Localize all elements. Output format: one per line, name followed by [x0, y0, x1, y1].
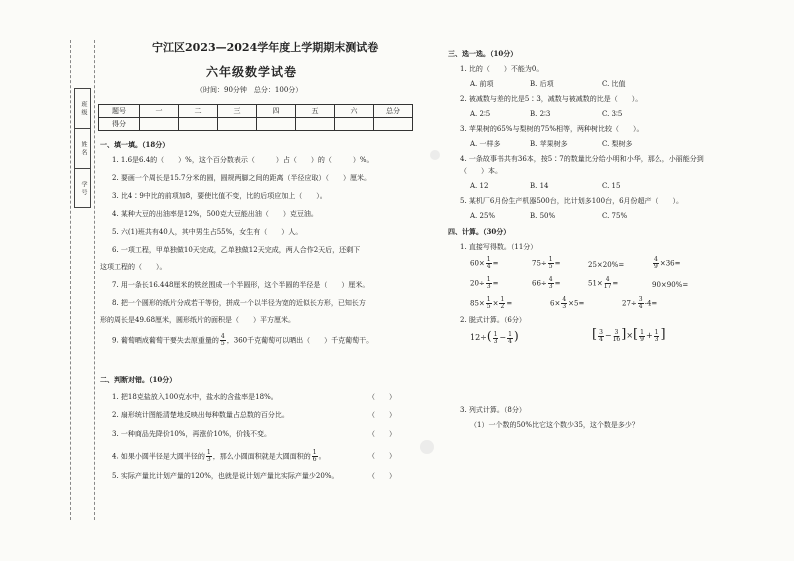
score-table: [98, 104, 413, 131]
section2-q2: 2. 扇形统计图能清楚地反映出每种数量占总数的百分比。: [112, 411, 289, 419]
score-table-header-row: [99, 105, 413, 118]
binding-class-cell: 班级: [75, 89, 90, 129]
binding-id-cell: 学号: [79, 181, 87, 197]
section3-q1: 1. 比的（ ）不能为0。: [460, 65, 544, 73]
section2-q3: 3. 一种商品先降价10%，再涨价10%，价钱不变。: [112, 430, 272, 438]
section3-q4-line1: 4. 一条故事书共有36本，按5∶7的数量比分给小明和小华，那么，小丽能分到: [460, 155, 704, 163]
section3-q3-opt-c[interactable]: C. 梨树多: [602, 140, 633, 148]
section1-q9: 9. 葡萄晒成葡萄干要失去原重量的 $\frac{4}{5}$ ，360千克葡萄可以晒出（ ）千克葡萄干。: [112, 333, 374, 347]
section3-heading: 三、选一选。（10分）: [448, 49, 518, 58]
fraction: $\frac{3}{4}$: [638, 296, 643, 310]
fraction: $\frac{1}{4}$: [508, 330, 512, 345]
fraction: $\frac{1}{3}$: [654, 328, 659, 343]
section4-part3-heading: 3. 列式计算。（8分）: [460, 406, 526, 414]
fraction: $\frac{1}{2}$: [500, 296, 505, 310]
section1-q6-line2: 这项工程的（ ）。: [100, 263, 167, 271]
section3-q3: 3. 苹果树的65%与梨树的75%相等，两种树比较（ ）。: [460, 125, 644, 133]
answer-paren[interactable]: （ ）: [368, 430, 396, 438]
section4-part3-q1: （1）一个数的50%比它这个数少35，这个数是多少？: [470, 421, 639, 429]
section3-q5-opt-a[interactable]: A. 25%: [470, 212, 496, 220]
binding-cut-line: [70, 40, 71, 520]
expression-2: [ $\frac{3}{4}$ − $\frac{3}{16}$ ]×[ $\frac{1}{9}$ + $\frac{1}{3}$ ]: [592, 327, 666, 343]
binding-name-cell: 姓名: [75, 129, 90, 169]
section4-heading: 四、计算。（30分）: [448, 227, 511, 236]
score-input-cell[interactable]: [335, 118, 374, 131]
score-table-cell: 二: [179, 105, 218, 118]
score-table-cell: 总分: [374, 105, 413, 118]
section3-q1-opt-a[interactable]: A. 前项: [470, 80, 494, 88]
answer-paren[interactable]: （ ）: [368, 393, 396, 401]
answer-paren[interactable]: （ ）: [368, 472, 396, 480]
fraction: $\frac{4}{17}$: [603, 276, 612, 290]
section1-q8-line2: 形的周长是49.68厘米，圆形纸片的面积是（ ）平方厘米。: [100, 316, 296, 324]
score-table-cell: 三: [218, 105, 257, 118]
section2-q5: 5. 实际产量比计划产量的120%，也就是说计划产量比实际产量少20%。: [112, 472, 339, 480]
section3-q4-opt-a[interactable]: A. 12: [470, 182, 489, 190]
section4-part1-heading: 1. 直接写得数。（11分）: [460, 243, 538, 251]
fraction: $\frac{1}{5}$: [548, 256, 553, 270]
score-table-cell: 题号: [99, 105, 140, 118]
section3-q5-opt-b[interactable]: B. 50%: [530, 212, 556, 220]
expression-1: 12÷( $\frac{1}{3}$ − $\frac{1}{4}$ ): [470, 329, 519, 345]
fraction: $\frac{1}{3}$: [493, 330, 498, 345]
fraction: $\frac{3}{4}$: [599, 328, 603, 343]
section1-q7: 7. 用一条长16.448厘米的铁丝围成一个半圆形，这个半圆的半径是（ ）厘米。: [112, 281, 370, 289]
fraction: $\frac{1}{4}$: [486, 256, 491, 270]
section2-q4: 4. 如果小圆半径是大圆半径的 $\frac{1}{3}$ ，那么小圆面积就是大圆面积的 $\frac{1}{6}$ 。: [112, 449, 326, 463]
calc-item: 6× $\frac{4}{3}$ ×5=: [550, 296, 585, 310]
section3-q1-opt-b[interactable]: B. 后项: [530, 80, 554, 88]
calc-item: 75÷ $\frac{1}{5}$ =: [532, 256, 561, 270]
section3-q1-opt-c[interactable]: C. 比值: [602, 80, 626, 88]
score-table-cell: 四: [257, 105, 296, 118]
section3-q5: 5. 某机厂6月份生产机器500台，比计划多100台，6月份超产（ ）。: [460, 197, 684, 205]
section3-q4-opt-c[interactable]: C. 15: [602, 182, 621, 190]
section1-q8-line1: 8. 把一个圆形的纸片分成若干等份，拼成一个以半径为宽的近似长方形，已知长方: [112, 299, 366, 307]
score-table-cell: 得分: [99, 118, 140, 131]
fraction: $\frac{1}{9}$: [640, 328, 644, 343]
calc-item: 51× $\frac{4}{17}$ =: [588, 276, 619, 290]
calc-item: 66÷ $\frac{4}{3}$ =: [532, 276, 561, 290]
section2-q1: 1. 把18克盐放入100克水中，盐水的含盐率是18%。: [112, 393, 278, 401]
binding-seal-line: [94, 40, 95, 520]
score-input-cell[interactable]: [374, 118, 413, 131]
calc-item: 25×20%=: [588, 261, 625, 269]
answer-paren[interactable]: （ ）: [368, 411, 396, 419]
score-input-cell[interactable]: [257, 118, 296, 131]
scan-blot: [420, 440, 434, 454]
fraction: $\frac{1}{5}$: [486, 296, 491, 310]
answer-paren[interactable]: （ ）: [368, 452, 396, 460]
section3-q5-opt-c[interactable]: C. 75%: [602, 212, 628, 220]
score-input-cell[interactable]: [179, 118, 218, 131]
section3-q4-line2: （ ）本。: [460, 167, 502, 175]
score-input-cell[interactable]: [296, 118, 335, 131]
section3-q2-opt-c[interactable]: C. 3∶5: [602, 110, 623, 118]
calc-item: 90×90%=: [652, 281, 689, 289]
section1-q1: 1. 1.6是6.4的（ ）%，这个百分数表示（ ）占（ ）的（ ）%。: [112, 156, 374, 164]
score-table-cell: 五: [296, 105, 335, 118]
section1-q4: 4. 某种大豆的出油率是12%，500克大豆能出油（ ）克豆油。: [112, 210, 318, 218]
calc-item: 27÷ $\frac{3}{4}$ -4=: [622, 296, 658, 310]
fraction: $\frac{3}{16}$: [612, 328, 621, 343]
section3-q2-opt-b[interactable]: B. 2∶3: [530, 110, 551, 118]
calc-item: $\frac{4}{9}$ ×36=: [654, 256, 681, 270]
section1-q3: 3. 比4∶9中比的前项加8，要使比值不变，比的后项应加上（ ）。: [112, 192, 327, 200]
section1-q5: 5. 六(1)班共有40人，其中男生占55%，女生有（ ）人。: [112, 228, 303, 236]
fraction: $\frac{1}{3}$: [486, 276, 491, 290]
score-table-cell: 六: [335, 105, 374, 118]
score-input-cell[interactable]: [140, 118, 179, 131]
section3-q4-opt-b[interactable]: B. 14: [530, 182, 549, 190]
fraction: $\frac{4}{9}$: [654, 256, 658, 270]
exam-title: 宁江区2023—2024学年度上学期期末测试卷: [152, 41, 379, 54]
score-input-cell[interactable]: [218, 118, 257, 131]
score-table-score-row: [99, 118, 413, 131]
calc-item: 60× $\frac{1}{4}$ =: [470, 256, 499, 270]
section1-q6-line1: 6. 一项工程，甲单独做10天完成，乙单独做12天完成，两人合作2天后，还剩下: [112, 246, 361, 254]
fraction: $\frac{4}{3}$: [548, 276, 553, 290]
binding-info-box: [74, 88, 91, 208]
fraction: $\frac{1}{6}$: [312, 449, 317, 463]
section3-q2-opt-a[interactable]: A. 2∶5: [470, 110, 491, 118]
section2-heading: 二、判断对错。（10分）: [100, 375, 177, 384]
section3-q2: 2. 被减数与差的比是5∶3，减数与被减数的比是（ ）。: [460, 95, 643, 103]
calc-item: 85× $\frac{1}{5}$ × $\frac{1}{2}$ =: [470, 296, 513, 310]
section4-part2-heading: 2. 脱式计算。（6分）: [460, 316, 526, 324]
section3-q3-opt-a[interactable]: A. 一样多: [470, 140, 501, 148]
answer-area[interactable]: [470, 434, 730, 524]
fraction: $\frac{4}{5}$: [220, 333, 225, 347]
calc-item: 20÷ $\frac{1}{3}$ =: [470, 276, 499, 290]
fraction: $\frac{4}{3}$: [562, 296, 567, 310]
fraction: $\frac{1}{3}$: [206, 449, 211, 463]
scan-blot: [430, 150, 440, 160]
score-table-cell: 一: [140, 105, 179, 118]
section1-q2: 2. 要画一个周长是15.7分米的圆，圆规两脚之间的距离（半径应取）（ ）厘米。: [112, 174, 371, 182]
exam-info: （时间：90分钟 总分：100分）: [196, 86, 303, 94]
section1-heading: 一、填一填。（18分）: [100, 140, 170, 149]
section3-q3-opt-b[interactable]: B. 苹果树多: [530, 140, 568, 148]
exam-subtitle: 六年级数学试卷: [206, 65, 298, 79]
